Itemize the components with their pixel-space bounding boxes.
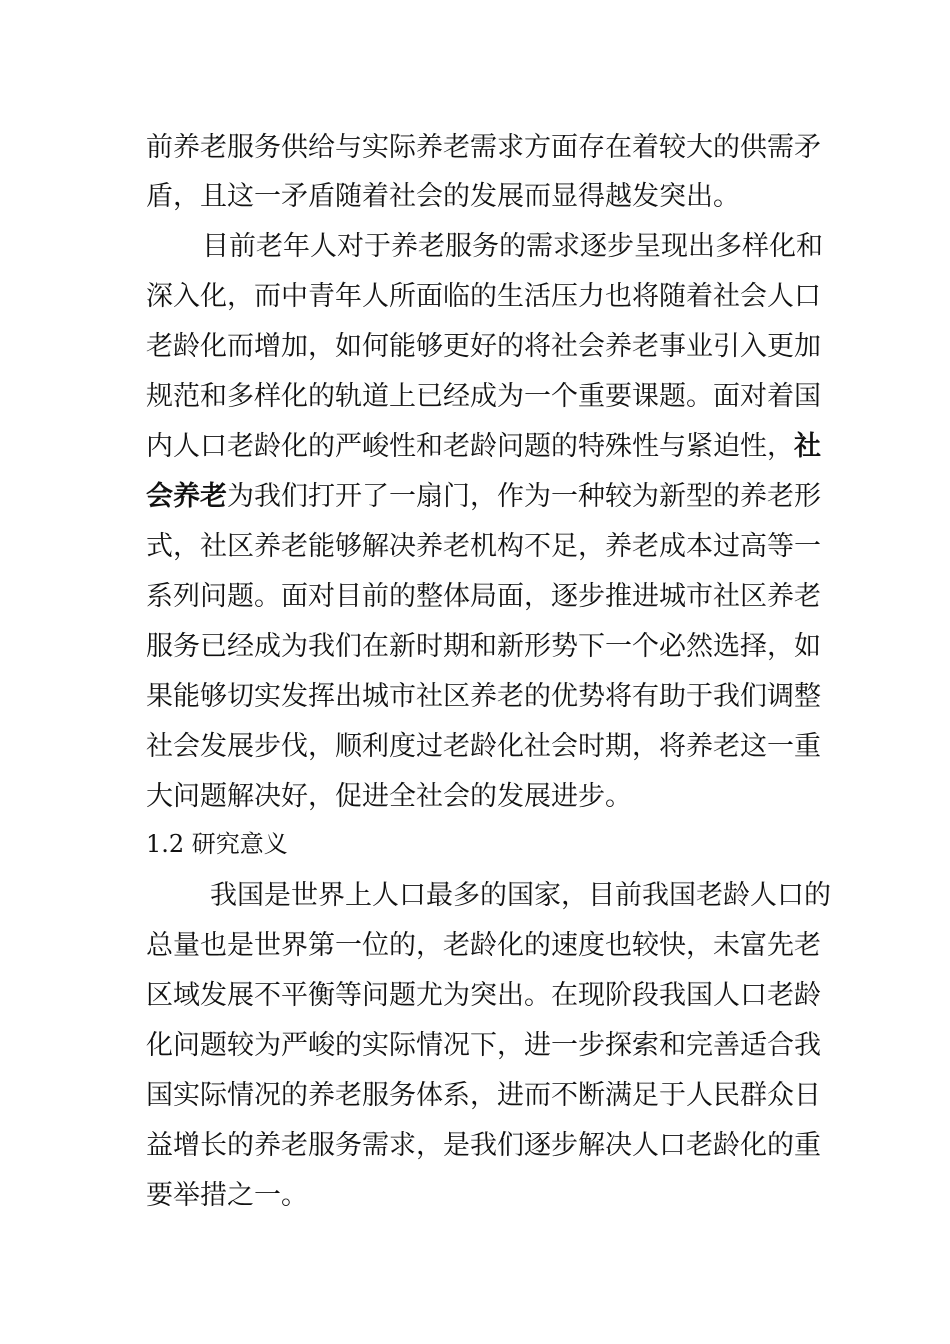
line-text: 内人口老龄化的严峻性和老龄问题的特殊性与紧迫性， xyxy=(146,431,794,462)
paragraph-line: 化问题较为严峻的实际情况下，进一步探索和完善适合我 xyxy=(146,1030,821,1061)
paragraph-line: 深入化，而中青年人所面临的生活压力也将随着社会人口 xyxy=(146,281,821,312)
paragraph-line: 大问题解决好，促进全社会的发展进步。 xyxy=(146,781,632,812)
paragraph-line: 社会发展步伐，顺利度过老龄化社会时期，将养老这一重 xyxy=(146,731,821,762)
paragraph-line: 国实际情况的养老服务体系，进而不断满足于人民群众日 xyxy=(146,1080,821,1111)
paragraph-line: 果能够切实发挥出城市社区养老的优势将有助于我们调整 xyxy=(146,681,821,712)
paragraph-line xyxy=(146,473,821,521)
paragraph-line: 盾，且这一矛盾随着社会的发展而显得越发突出。 xyxy=(146,181,740,212)
paragraph-line: 目前老年人对于养老服务的需求逐步呈现出多样化和 xyxy=(202,231,823,262)
paragraph-line: 系列问题。面对目前的整体局面，逐步推进城市社区养老 xyxy=(146,581,821,612)
paragraph-line: 益增长的养老服务需求，是我们逐步解决人口老龄化的重 xyxy=(146,1130,821,1161)
bold-text: 社 xyxy=(794,431,821,462)
paragraph-line: 规范和多样化的轨道上已经成为一个重要课题。面对着国 xyxy=(146,381,821,412)
paragraph-line: 区域发展不平衡等问题尤为突出。在现阶段我国人口老龄 xyxy=(146,980,821,1011)
line-text: 为我们打开了一扇门，作为一种较为新型的养老形 xyxy=(227,481,821,512)
bold-text: 会养老 xyxy=(146,481,227,512)
paragraph-line xyxy=(146,423,821,471)
paragraph-line: 总量也是世界第一位的，老龄化的速度也较快，未富先老 xyxy=(146,930,821,961)
paragraph-line: 要举措之一。 xyxy=(146,1180,308,1211)
paragraph-line: 老龄化而增加，如何能够更好的将社会养老事业引入更加 xyxy=(146,331,821,362)
paragraph-line: 服务已经成为我们在新时期和新形势下一个必然选择，如 xyxy=(146,631,821,662)
section-heading: 1.2 研究意义 xyxy=(146,830,288,858)
paragraph-line: 我国是世界上人口最多的国家，目前我国老龄人口的 xyxy=(210,880,831,911)
paragraph-line: 前养老服务供给与实际养老需求方面存在着较大的供需矛 xyxy=(146,132,821,163)
paragraph-line: 式，社区养老能够解决养老机构不足，养老成本过高等一 xyxy=(146,531,821,562)
